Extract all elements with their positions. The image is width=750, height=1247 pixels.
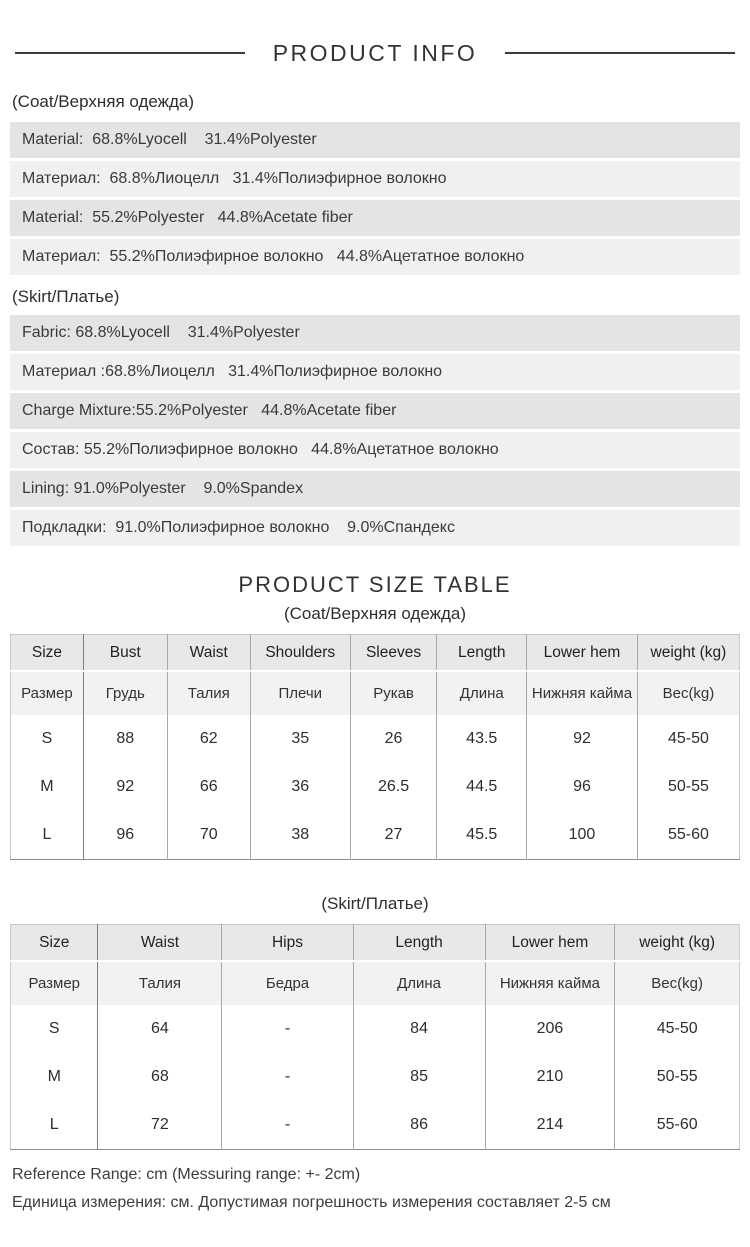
- info-row-coat-material-en-2: Material: 55.2%Polyester 44.8%Acetate fiber: [10, 200, 740, 236]
- cell: L: [11, 1101, 98, 1150]
- col-weight-ru: Вес(kg): [615, 961, 740, 1005]
- skirt-table-header-ru: [11, 961, 740, 1005]
- col-bust-ru: Грудь: [83, 671, 167, 715]
- cell: 45-50: [615, 1005, 740, 1053]
- coat-section-label: (Coat/Верхняя одежда): [12, 92, 195, 111]
- col-shoulders-ru: Плечи: [250, 671, 350, 715]
- size-table-title: PRODUCT SIZE TABLE: [238, 572, 512, 597]
- col-length: Length: [353, 925, 485, 962]
- cell: 68: [98, 1053, 222, 1101]
- info-row-skirt-fabric-en: Fabric: 68.8%Lyocell 31.4%Polyester: [10, 315, 740, 351]
- cell: 38: [250, 811, 350, 860]
- cell: 66: [167, 763, 250, 811]
- col-lower-hem-ru: Нижняя кайма: [485, 961, 615, 1005]
- measure-notes: [12, 1164, 738, 1214]
- cell: M: [11, 763, 84, 811]
- info-row-coat-material-ru-2: Материал: 55.2%Полиэфирное волокно 44.8%Ацетатное волокно: [10, 239, 740, 275]
- coat-table-label: (Coat/Верхняя одежда): [283, 604, 467, 623]
- skirt-table-row-l: [11, 1101, 740, 1150]
- skirt-table-header-en: [11, 925, 740, 962]
- skirt-section-label: (Skirt/Платье): [12, 287, 120, 306]
- coat-table-row-m: [11, 763, 740, 811]
- col-waist-ru: Талия: [167, 671, 250, 715]
- cell: 43.5: [437, 715, 527, 763]
- cell: 70: [167, 811, 250, 860]
- cell: 210: [485, 1053, 615, 1101]
- coat-table-header-ru: [11, 671, 740, 715]
- info-row-skirt-fabric-ru: Материал :68.8%Лиоцелл 31.4%Полиэфирное волокно: [10, 354, 740, 390]
- col-waist: Waist: [98, 925, 222, 962]
- skirt-table-row-m: [11, 1053, 740, 1101]
- cell: 86: [353, 1101, 485, 1150]
- cell: 27: [350, 811, 437, 860]
- col-sleeves-ru: Рукав: [350, 671, 437, 715]
- col-hips: Hips: [222, 925, 353, 962]
- cell: 35: [250, 715, 350, 763]
- col-lower-hem: Lower hem: [485, 925, 615, 962]
- cell: 55-60: [637, 811, 739, 860]
- info-row-skirt-lining-en: Lining: 91.0%Polyester 9.0%Spandex: [10, 471, 740, 507]
- cell: 88: [83, 715, 167, 763]
- cell: M: [11, 1053, 98, 1101]
- cell: 100: [527, 811, 638, 860]
- skirt-info-list: [10, 315, 740, 546]
- coat-size-table: [10, 634, 740, 860]
- page-title: PRODUCT INFO: [272, 39, 478, 66]
- col-length-ru: Длина: [437, 671, 527, 715]
- info-row-skirt-lining-ru: Подкладки: 91.0%Полиэфирное волокно 9.0%Спандекс: [10, 510, 740, 546]
- col-size: Size: [11, 635, 84, 672]
- cell: 84: [353, 1005, 485, 1053]
- cell: 55-60: [615, 1101, 740, 1150]
- cell: 44.5: [437, 763, 527, 811]
- col-hips-ru: Бедра: [222, 961, 353, 1005]
- col-lower-hem: Lower hem: [527, 635, 638, 672]
- header-rule-right: [505, 52, 735, 54]
- coat-table-header-en: [11, 635, 740, 672]
- cell: 85: [353, 1053, 485, 1101]
- cell: S: [11, 1005, 98, 1053]
- cell: L: [11, 811, 84, 860]
- info-row-skirt-charge-en: Charge Mixture:55.2%Polyester 44.8%Acetate fiber: [10, 393, 740, 429]
- col-shoulders: Shoulders: [250, 635, 350, 672]
- cell: 96: [527, 763, 638, 811]
- page-header: [15, 40, 735, 66]
- cell: 45-50: [637, 715, 739, 763]
- cell: -: [222, 1005, 353, 1053]
- col-size-ru: Размер: [11, 671, 84, 715]
- skirt-table-label: (Skirt/Платье): [321, 894, 429, 913]
- cell: 92: [83, 763, 167, 811]
- coat-table-row-l: [11, 811, 740, 860]
- col-waist-ru: Талия: [98, 961, 222, 1005]
- cell: 45.5: [437, 811, 527, 860]
- col-bust: Bust: [83, 635, 167, 672]
- col-size-ru: Размер: [11, 961, 98, 1005]
- measure-note-en: Reference Range: cm (Messuring range: +- 2cm): [12, 1166, 361, 1183]
- cell: 26: [350, 715, 437, 763]
- cell: 92: [527, 715, 638, 763]
- cell: 26.5: [350, 763, 437, 811]
- info-row-skirt-charge-ru: Состав: 55.2%Полиэфирное волокно 44.8%Ацетатное волокно: [10, 432, 740, 468]
- cell: 72: [98, 1101, 222, 1150]
- cell: S: [11, 715, 84, 763]
- skirt-size-table: [10, 924, 740, 1150]
- col-length-ru: Длина: [353, 961, 485, 1005]
- cell: -: [222, 1101, 353, 1150]
- col-length: Length: [437, 635, 527, 672]
- measure-note-ru: Единица измерения: см. Допустимая погрешность измерения составляет 2-5 см: [12, 1194, 611, 1211]
- col-weight: weight (kg): [637, 635, 739, 672]
- cell: 64: [98, 1005, 222, 1053]
- skirt-table-row-s: [11, 1005, 740, 1053]
- cell: -: [222, 1053, 353, 1101]
- coat-info-list: [10, 122, 740, 275]
- cell: 214: [485, 1101, 615, 1150]
- cell: 50-55: [615, 1053, 740, 1101]
- cell: 36: [250, 763, 350, 811]
- coat-table-row-s: [11, 715, 740, 763]
- col-weight-ru: Вес(kg): [637, 671, 739, 715]
- info-row-coat-material-ru-1: Материал: 68.8%Лиоцелл 31.4%Полиэфирное волокно: [10, 161, 740, 197]
- col-size: Size: [11, 925, 98, 962]
- col-weight: weight (kg): [615, 925, 740, 962]
- header-rule-left: [15, 52, 245, 54]
- col-lower-hem-ru: Нижняя кайма: [527, 671, 638, 715]
- cell: 50-55: [637, 763, 739, 811]
- col-sleeves: Sleeves: [350, 635, 437, 672]
- cell: 62: [167, 715, 250, 763]
- col-waist: Waist: [167, 635, 250, 672]
- info-row-coat-material-en-1: Material: 68.8%Lyocell 31.4%Polyester: [10, 122, 740, 158]
- cell: 206: [485, 1005, 615, 1053]
- cell: 96: [83, 811, 167, 860]
